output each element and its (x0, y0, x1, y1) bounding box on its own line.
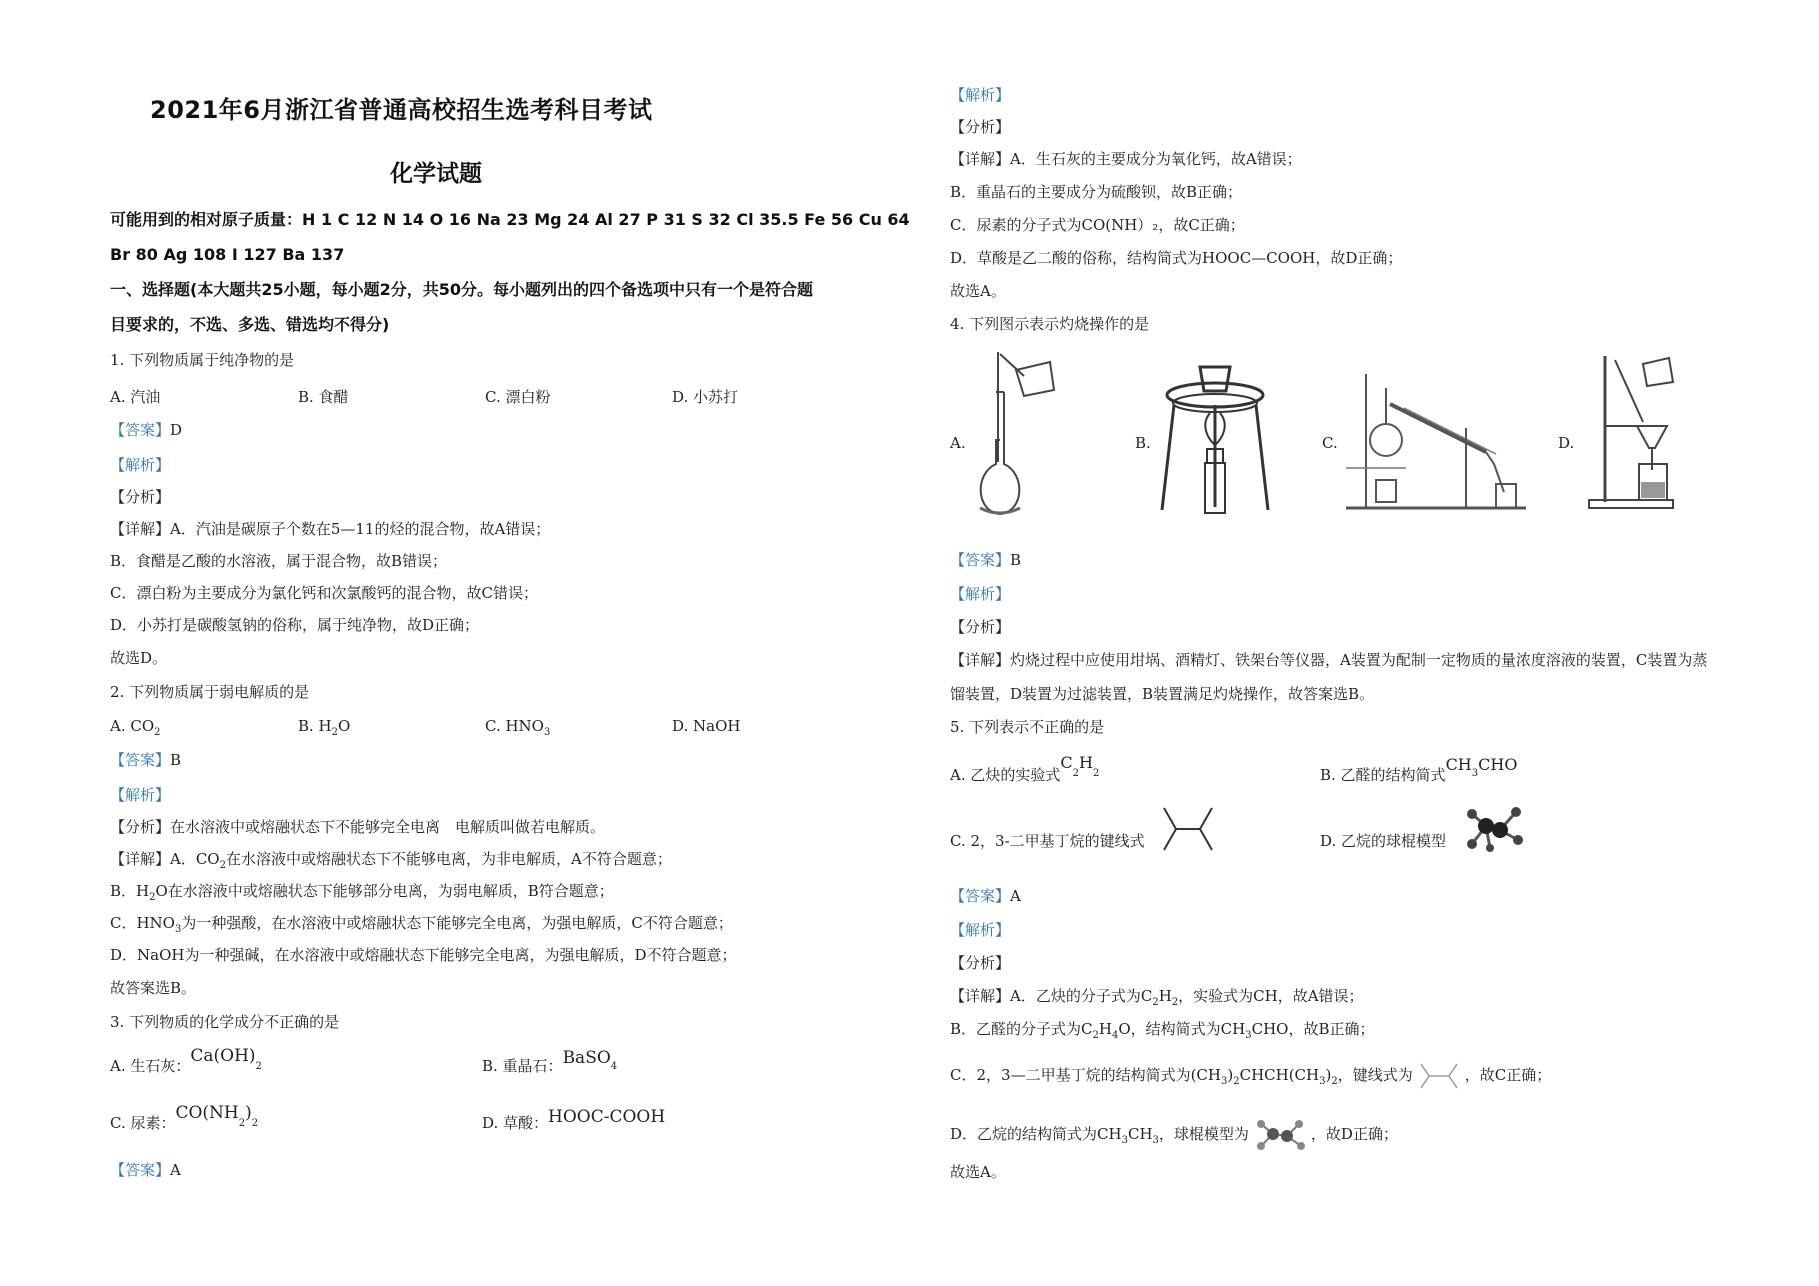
q4-label-d: D. (1558, 434, 1575, 452)
q2-answer: 【答案】B (110, 751, 182, 769)
q5-detail-d: D．乙烷的结构简式为$CH_3CH_3$，球棍模型为 ，故D正确； (950, 1118, 1398, 1152)
q1-option-b: B. 食醋 (298, 388, 349, 406)
section-heading-line-1: 一、选择题(本大题共25小题，每小题2分，共50分。每小题列出的四个备选项中只有一个是符合题 (110, 280, 813, 299)
volumetric-flask-figure (968, 352, 1060, 520)
q2-detail-5: 故答案选B。 (110, 979, 197, 997)
q5-answer: 【答案】A (950, 887, 1021, 905)
distillation-apparatus-figure (1346, 368, 1526, 514)
q3-jiexi: 【解析】 (950, 86, 1011, 104)
q1-stem: 1. 下列物质属于纯净物的是 (110, 351, 295, 369)
q4-detail-2: 馏装置，D装置为过滤装置，B装置满足灼烧操作，故答案选B。 (950, 685, 1375, 703)
q4-answer: 【答案】B (950, 551, 1022, 569)
q2-option-d: D. NaOH (672, 717, 741, 735)
q3-fenxi: 【分析】 (950, 118, 1011, 136)
q1-detail-4: D．小苏打是碳酸氢钠的俗称，属于纯净物，故D正确； (110, 616, 480, 634)
q3-option-b: B. 重晶石：BaSO$_4$ (482, 1048, 618, 1075)
ball-stick-model-figure (1464, 804, 1524, 852)
skeletal-formula-figure (1162, 806, 1214, 852)
q1-option-a: A. 汽油 (110, 388, 161, 406)
q3-answer: 【答案】A (110, 1161, 181, 1179)
q3-detail-3: C．尿素的分子式为CO(NH）₂，故C正确； (950, 216, 1245, 234)
q4-fenxi: 【分析】 (950, 618, 1011, 636)
q5-option-d: D. 乙烷的球棍模型 (1320, 832, 1447, 850)
q3-detail-4: D．草酸是乙二酸的俗称，结构简式为HOOC—COOH，故D正确； (950, 249, 1403, 267)
q1-option-c: C. 漂白粉 (485, 388, 551, 406)
q5-detail-b: B．乙醛的分子式为$C_2H_4O$，结构简式为$CH_3CHO$，故B正确； (950, 1020, 1375, 1041)
q2-option-b: B. $H_2O$ (298, 717, 351, 738)
q3-option-d: D. 草酸：HOOC-COOH (482, 1107, 666, 1132)
q5-option-c: C. 2，3-二甲基丁烷的键线式 (950, 832, 1145, 850)
q4-jiexi: 【解析】 (950, 585, 1011, 603)
q4-label-c: C. (1322, 434, 1338, 452)
q2-stem: 2. 下列物质属于弱电解质的是 (110, 683, 310, 701)
ball-stick-inline-figure (1255, 1118, 1305, 1152)
answer-value: D (170, 421, 183, 439)
q2-option-c: C. $HNO_3$ (485, 717, 551, 738)
q3-option-c: C. 尿素：$CO(NH_2)_2$ (110, 1103, 259, 1132)
q1-option-d: D. 小苏打 (672, 388, 739, 406)
q1-jiexi: 【解析】 (110, 456, 171, 474)
q1-detail-1: 【详解】A．汽油是碳原子个数在5—11的烃的混合物，故A错误； (110, 520, 551, 538)
atomic-mass-line-1: 可能用到的相对原子质量：H 1 C 12 N 14 O 16 Na 23 Mg 24 Al 27 P 31 S 32 Cl 35.5 Fe 56 Cu 64 (110, 210, 910, 229)
crucible-burner-figure (1160, 355, 1270, 515)
q4-detail-1: 【详解】灼烧过程中应使用坩埚、酒精灯、铁架台等仪器，A装置为配制一定物质的量浓度溶液的装置，C装置为蒸 (950, 651, 1708, 669)
q2-detail-4: D．NaOH为一种强碱，在水溶液中或熔融状态下能够完全电离，为强电解质，D不符合题意； (110, 946, 737, 964)
q2-detail-3: C．$HNO_3$为一种强酸，在水溶液中或熔融状态下能够完全电离，为强电解质，C不符合题意； (110, 914, 733, 935)
q1-detail-2: B．食醋是乙酸的水溶液，属于混合物，故B错误； (110, 552, 448, 570)
q5-final: 故选A。 (950, 1163, 1006, 1181)
q4-label-b: B. (1135, 434, 1151, 452)
q3-detail-5: 故选A。 (950, 282, 1006, 300)
q1-fenxi: 【分析】 (110, 488, 171, 506)
q5-stem: 5. 下列表示不正确的是 (950, 718, 1105, 736)
q5-fenxi: 【分析】 (950, 954, 1011, 972)
filtration-apparatus-figure (1585, 352, 1675, 512)
q2-detail-1: 【详解】A．$CO_2$在水溶液中或熔融状态下不能够电离，为非电解质，A不符合题意； (110, 850, 672, 871)
q3-option-a: A. 生石灰：$Ca(OH)_2$ (110, 1046, 262, 1075)
q4-label-a: A. (950, 434, 966, 452)
answer-tag: 【答案】 (110, 421, 171, 439)
q3-detail-1: 【详解】A．生石灰的主要成分为氧化钙，故A错误； (950, 150, 1302, 168)
section-heading-line-2: 目要求的，不选、多选、错选均不得分) (110, 315, 390, 334)
q3-stem: 3. 下列物质的化学成分不正确的是 (110, 1013, 340, 1031)
q5-option-a: A. 乙炔的实验式$C_2H_2$ (950, 753, 1100, 784)
skeletal-formula-inline-figure (1419, 1062, 1459, 1090)
q4-stem: 4. 下列图示表示灼烧操作的是 (950, 315, 1150, 333)
atomic-mass-line-2: Br 80 Ag 108 I 127 Ba 137 (110, 245, 345, 264)
q1-answer (110, 420, 182, 440)
q2-fenxi: 【分析】在水溶液中或熔融状态下不能够完全电离 电解质叫做若电解质。 (110, 818, 606, 836)
q5-detail-a: 【详解】A．乙炔的分子式为$C_2H_2$，实验式为CH，故A错误； (950, 987, 1364, 1008)
q2-detail-2: B．$H_2O$在水溶液中或熔融状态下能够部分电离，为弱电解质，B符合题意； (110, 882, 614, 903)
q1-detail-3: C．漂白粉为主要成分为氯化钙和次氯酸钙的混合物，故C错误； (110, 584, 538, 602)
page-title: 2021年6月浙江省普通高校招生选考科目考试 (150, 96, 653, 124)
q5-detail-c: C．2，3—二甲基丁烷的结构简式为$(CH_3)_2CHCH(CH_3)_2$，键线式为 ，故C正确； (950, 1062, 1551, 1092)
q5-option-b: B. 乙醛的结构简式$CH_3CHO$ (1320, 755, 1518, 784)
q1-detail-5: 故选D。 (110, 649, 168, 667)
q5-jiexi: 【解析】 (950, 921, 1011, 939)
q2-jiexi: 【解析】 (110, 786, 171, 804)
q3-detail-2: B．重晶石的主要成分为硫酸钡，故B正确； (950, 183, 1243, 201)
page-subtitle: 化学试题 (390, 161, 482, 187)
q2-option-a: A. $CO_2$ (110, 717, 161, 738)
